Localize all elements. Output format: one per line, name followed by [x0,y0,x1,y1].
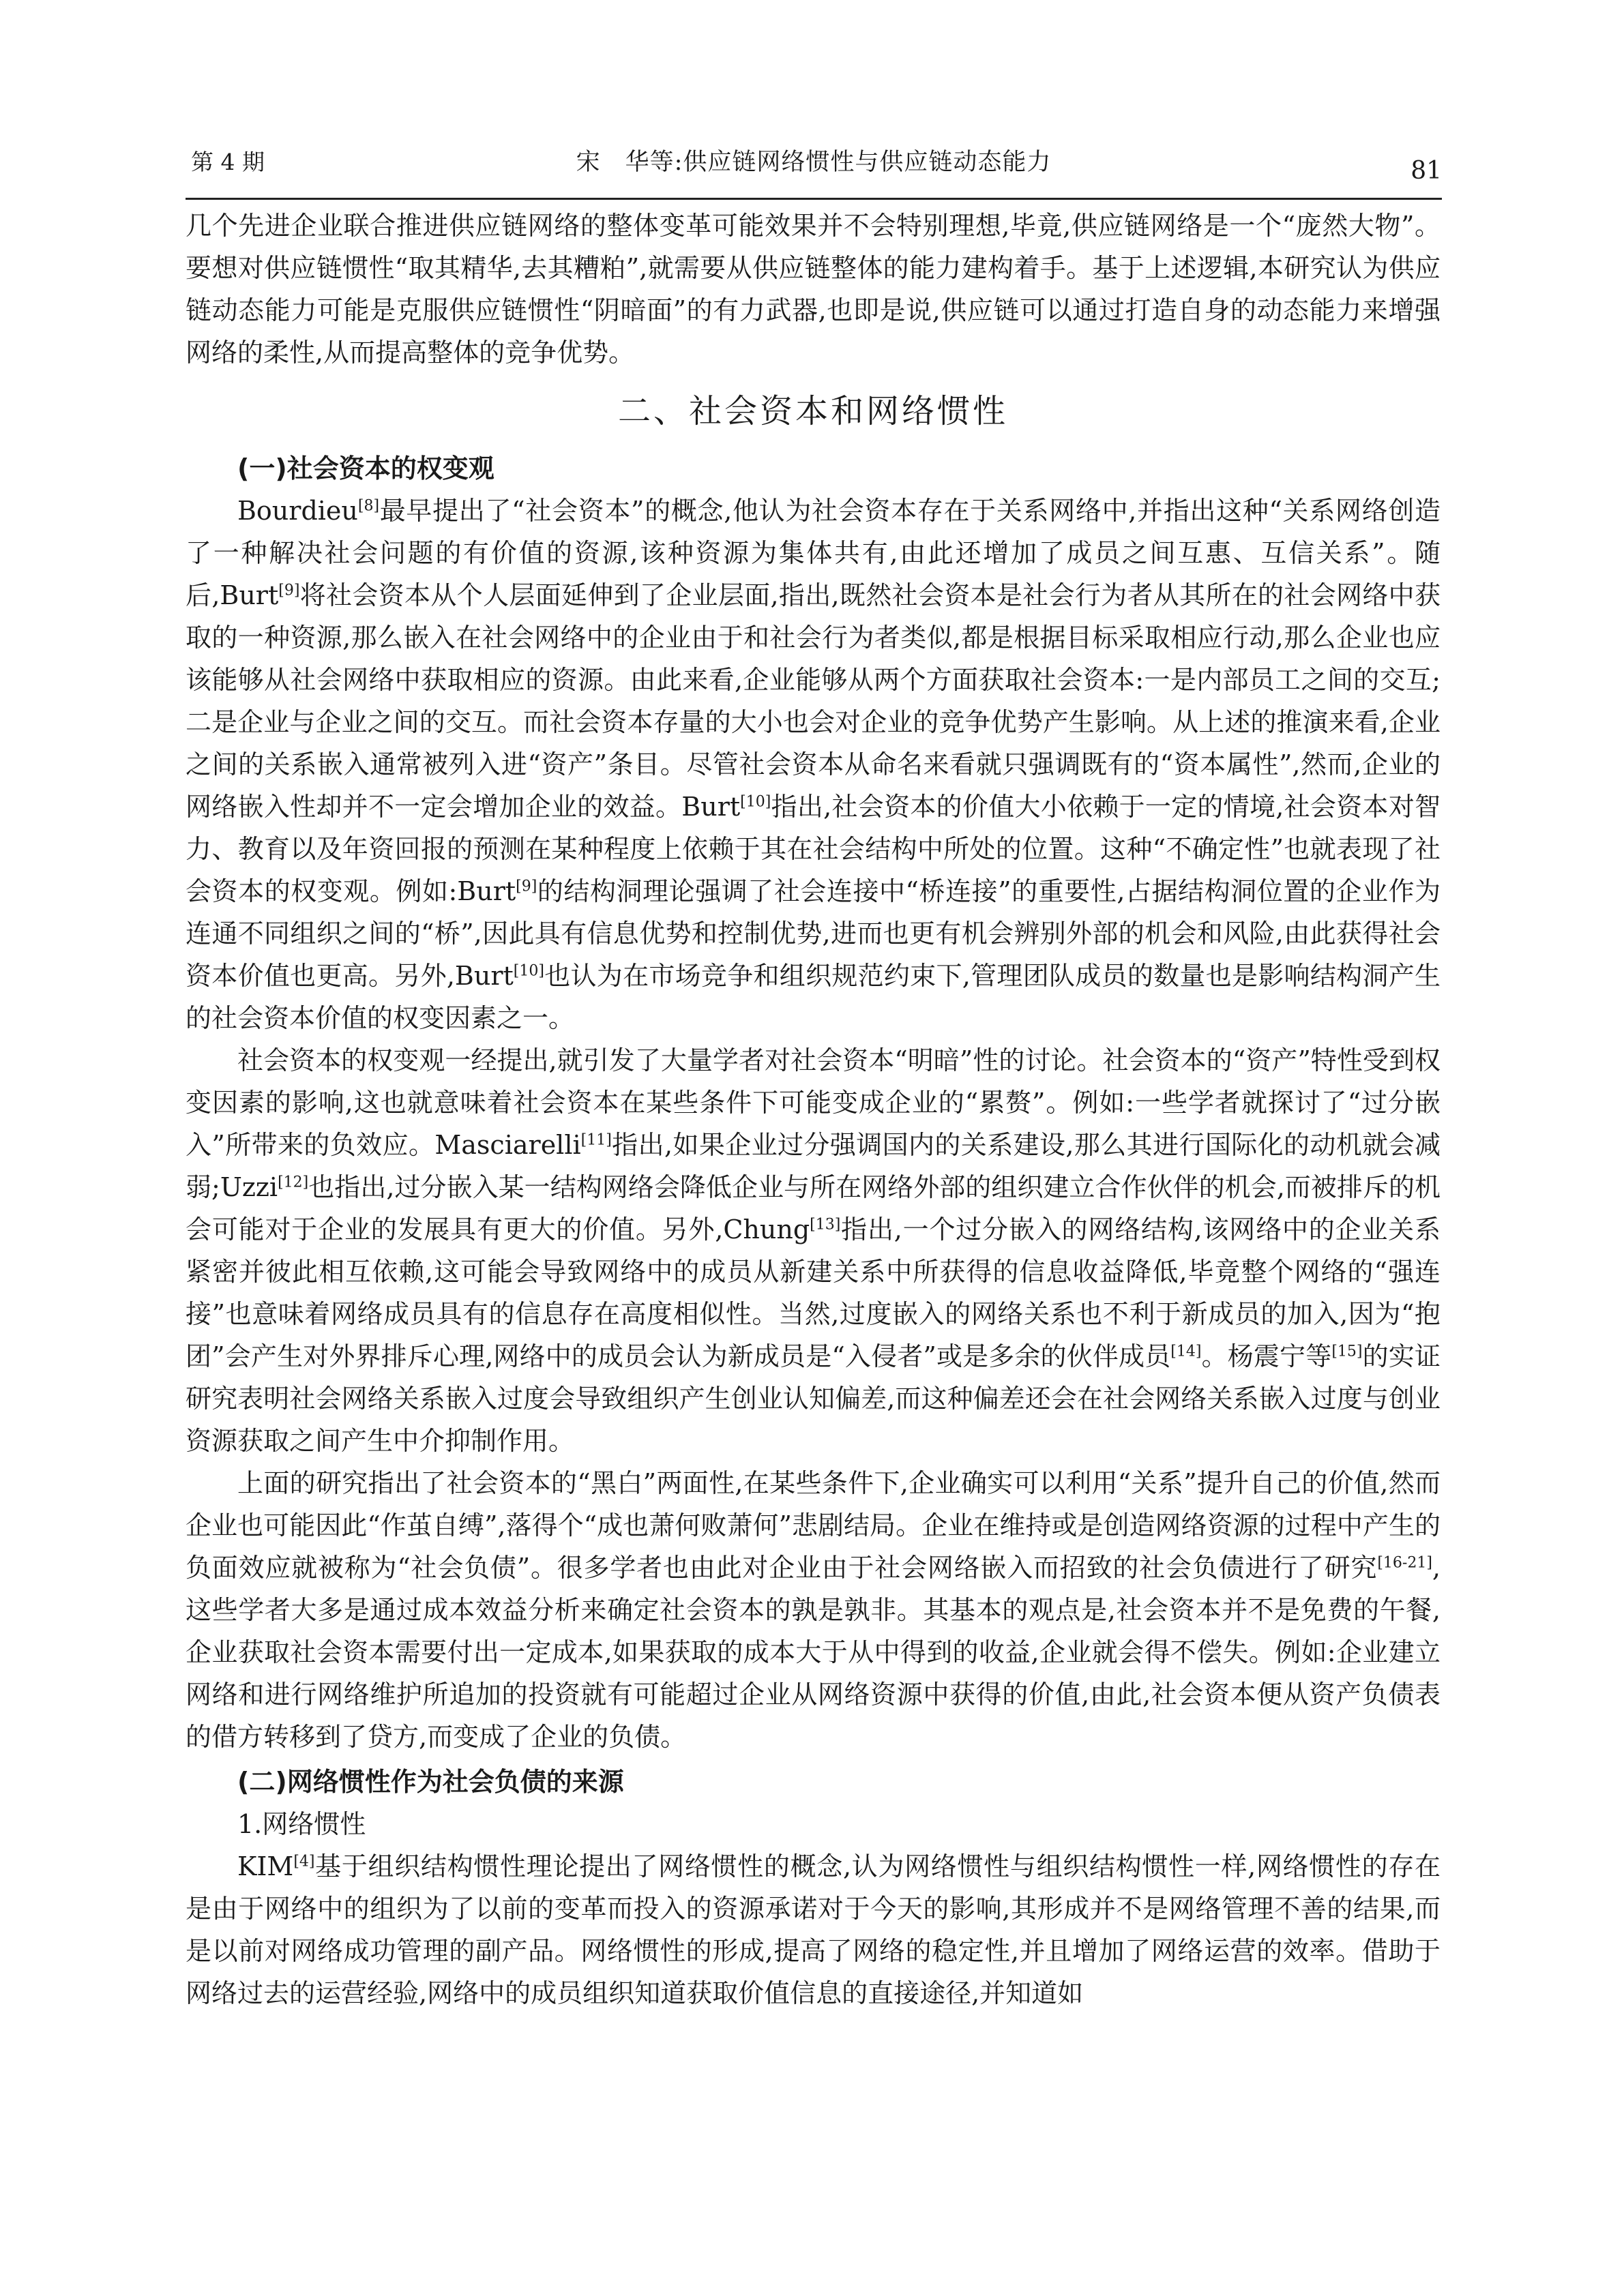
paragraph [186,1845,1441,2014]
text-run: 上面的研究指出了社会资本的“黑白”两面性,在某些条件下,企业确实可以利用“关系”提升自己的价值,然而企业也可能因此“作茧自缚”,落得个“成也萧何败萧何”悲剧结局。企业在维持或是创造网络资源的过程中产生的负面效应就被称为“社会负债”。很多学者也由此对企业由于社会网络嵌入而招致的社会负债进行了研究 [186,1468,1441,1583]
text-run: 最早提出了“社会资本”的概念,他认为社会资本存在于关系网络中,并指出这种“关系网络创造了一种解决社会问题的有价值的资源,该种资源为集体共有,由此还增加了成员之间互惠、互信关系”。随后,Burt [186,496,1441,610]
text-run: 的实证研究表明社会网络关系嵌入过度会导致组织产生创业认知偏差,而这种偏差还会在社会网络关系嵌入过度与创业资源获取之间产生中介抑制作用。 [186,1341,1441,1456]
text-run: 将社会资本从个人层面延伸到了企业层面,指出,既然社会资本是社会行为者从其所在的社会网络中获取的一种资源,那么嵌入在社会网络中的企业由于和社会行为者类似,都是根据目标采取相应行动,那么企业也应该能够从社会网络中获取相应的资源。由此来看,企业能够从两个方面获取社会资本:一是内部员工之间的交互;二是企业与企业之间的交互。而社会资本存量的大小也会对企业的竞争优势产生影响。从上述的推演来看,企业之间的关系嵌入通常被列入进“资产”条目。尽管社会资本从命名来看就只强调既有的“资本属性”,然而,企业的网络嵌入性却并不一定会增加企业的效益。Burt [186,580,1441,822]
text-run: 的结构洞理论强调了社会连接中“桥连接”的重要性,占据结构洞位置的企业作为连通不同组织之间的“桥”,因此具有信息优势和控制优势,进而也更有机会辨别外部的机会和风险,由此获得社会资本价值也更高。另外,Burt [186,876,1441,991]
text-run: Bourdieu [237,496,358,526]
paragraph [186,490,1441,1039]
paragraph-continued: 几个先进企业联合推进供应链网络的整体变革可能效果并不会特别理想,毕竟,供应链网络是一个“庞然大物”。要想对供应链惯性“取其精华,去其糟粕”,就需要从供应链整体的能力建构着手。基于上述逻辑,本研究认为供应链动态能力可能是克服供应链惯性“阴暗面”的有力武器,也即是说,供应链可以通过打造自身的动态能力来增强网络的柔性,从而提高整体的竞争优势。 [186,211,1441,368]
citation: [10] [740,793,771,811]
section-heading: 二、社会资本和网络惯性 [617,392,1008,430]
citation: [13] [810,1216,841,1234]
citation: [12] [278,1174,309,1191]
text-run: ,这些学者大多是通过成本效益分析来确定社会资本的孰是孰非。其基本的观点是,社会资本并不是免费的午餐,企业获取社会资本需要付出一定成本,如果获取的成本大于从中得到的收益,企业就会得不偿失。例如:企业建立网络和进行网络维护所追加的投资就有可能超过企业从网络资源中获得的价值,由此,社会资本便从资产负债表的借方转移到了贷方,而变成了企业的负债。 [186,1553,1441,1752]
citation: [15] [1331,1343,1363,1360]
running-header [186,136,1442,200]
running-title: 宋 华等:供应链网络惯性与供应链动态能力 [576,149,1052,176]
subsection-heading: (一)社会资本的权变观 [237,453,494,483]
text-run: 也认为在市场竞争和组织规范约束下,管理团队成员的数量也是影响结构洞产生的社会资本价值的权变因素之一。 [186,961,1441,1033]
text-run: 社会资本的权变观一经提出,就引发了大量学者对社会资本“明暗”性的讨论。社会资本的“资产”特性受到权变因素的影响,这也就意味着社会资本在某些条件下可能变成企业的“累赘”。例如:一些学者就探讨了“过分嵌入”所带来的负效应。Masciarelli [186,1045,1441,1160]
text-run: 指出,如果企业过分强调国内的关系建设,那么其进行国际化的动机就会减弱;Uzzi [186,1130,1441,1202]
paragraph [186,1039,1441,1462]
citation: [4] [293,1853,315,1870]
citation: [16-21] [1377,1554,1432,1572]
text-run: KIM [237,1851,294,1881]
citation: [9] [516,878,537,895]
text-run: 。杨震宁等 [1201,1341,1332,1371]
citation: [9] [278,582,300,599]
subsection-heading: (二)网络惯性作为社会负债的来源 [237,1767,624,1797]
citation: [10] [513,962,544,980]
page-number: 81 [1411,157,1442,185]
text-run: 指出,社会资本的价值大小依赖于一定的情境,社会资本对智力、教育以及年资回报的预测在某种程度上依赖于其在社会结构中所处的位置。这种“不确定性”也就表现了社会资本的权变观。例如:Burt [186,792,1441,906]
text-run: 指出,一个过分嵌入的网络结构,该网络中的企业关系紧密并彼此相互依赖,这可能会导致网络中的成员从新建关系中所获得的信息收益降低,毕竟整个网络的“强连接”也意味着网络成员具有的信息存在高度相似性。当然,过度嵌入的网络关系也不利于新成员的加入,因为“抱团”会产生对外界排斥心理,网络中的成员会认为新成员是“入侵者”或是多余的伙伴成员 [186,1214,1441,1371]
citation: [8] [357,497,380,515]
text-run: 基于组织结构惯性理论提出了网络惯性的概念,认为网络惯性与组织结构惯性一样,网络惯性的存在是由于网络中的组织为了以前的变革而投入的资源承诺对于今天的影响,其形成并不是网络管理不善的结果,而是以前对网络成功管理的副产品。网络惯性的形成,提高了网络的稳定性,并且增加了网络运营的效率。借助于网络过去的运营经验,网络中的成员组织知道获取价值信息的直接途径,并知道如 [186,1851,1441,2008]
paragraph [186,1462,1441,1758]
text-run: 也指出,过分嵌入某一结构网络会降低企业与所在网络外部的组织建立合作伙伴的机会,而被排斥的机会可能对于企业的发展具有更大的价值。另外,Chung [186,1172,1441,1244]
issue-label: 第 4 期 [191,149,265,175]
citation: [11] [580,1131,612,1149]
article-body [186,205,1441,2014]
sub-subsection-heading: 1.网络惯性 [237,1809,366,1839]
citation: [14] [1170,1343,1202,1360]
